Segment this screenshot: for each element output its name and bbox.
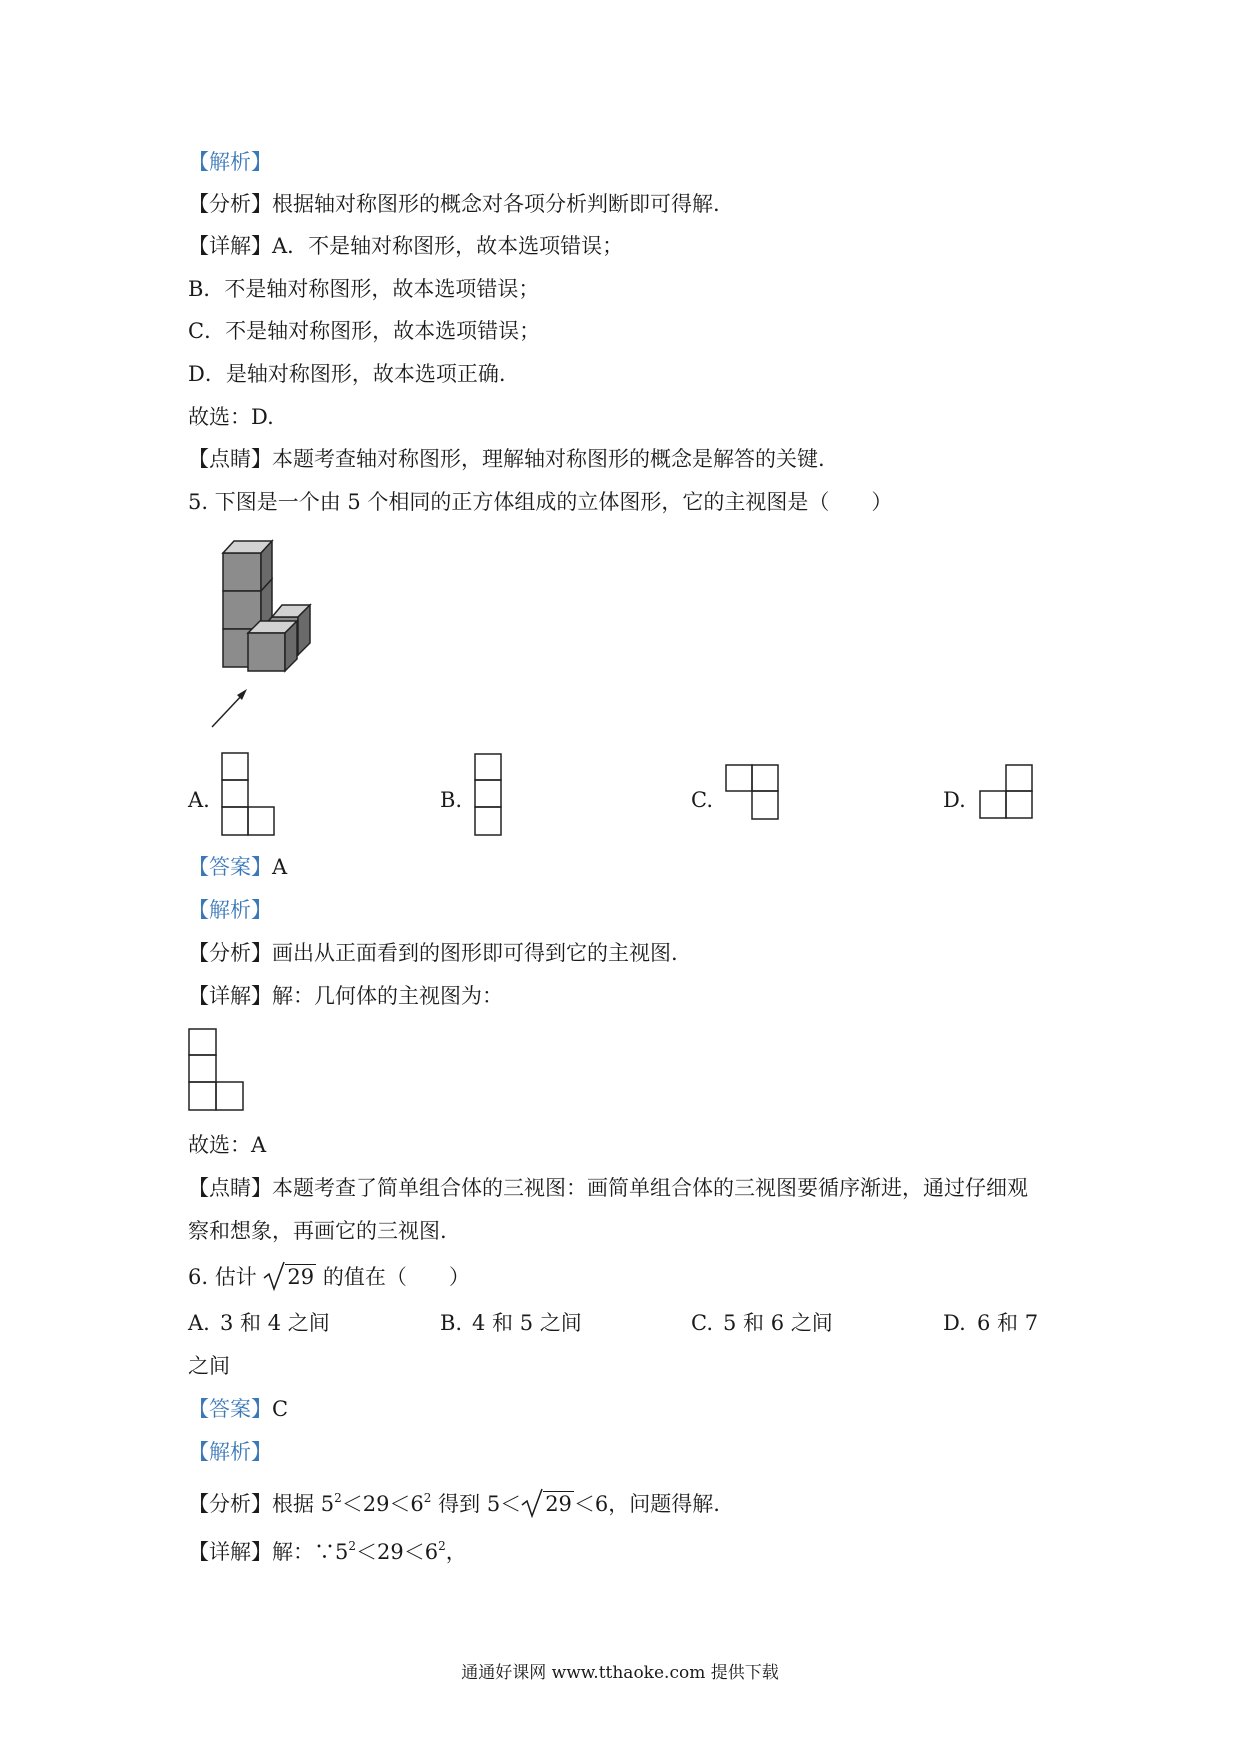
remark-line: 【点睛】本题考查轴对称图形，理解轴对称图形的概念是解答的关键. [188,447,825,471]
option-a-figure[interactable] [221,752,281,838]
q6-analysis-label: 【解析】 [188,1440,272,1464]
option-b-label[interactable]: B. [440,788,463,812]
question-5-stem: 5. 下图是一个由 5 个相同的正方体组成的立体图形，它的主视图是（ ） [188,490,893,514]
q6-option-d-label[interactable]: D. [943,1311,966,1335]
q5-answer-line: 【答案】A [188,855,288,879]
q6-option-a-label[interactable]: A. [188,1311,210,1335]
detail-line-d: D．是轴对称图形，故本选项正确. [188,362,506,386]
q5-guxuan-line: 故选：A [188,1133,267,1157]
q5-analysis-label: 【解析】 [188,898,272,922]
analysis-line: 【分析】根据轴对称图形的概念对各项分析判断即可得解. [188,192,720,216]
cube-structure-figure [200,535,330,735]
q6-xiangjie-line: 【详解】解：$\because 5^2<29<6^2$， [188,1539,467,1564]
q6-option-d-text[interactable]: 6 和 7 [977,1311,1039,1335]
page-footer: 通通好课网 www.tthaoke.com 提供下载 [461,1663,779,1683]
option-c-figure[interactable] [724,763,784,823]
q5-dianjing-line-1: 【点睛】本题考查了简单组合体的三视图：画简单组合体的三视图要循序渐进，通过仔细观 [188,1176,1028,1200]
detail-line-c: C．不是轴对称图形，故本选项错误； [188,319,541,343]
option-c-label[interactable]: C. [691,788,713,812]
front-view-figure [188,1027,248,1113]
q6-option-b-text[interactable]: 4 和 5 之间 [472,1311,582,1335]
detail-line-b: B．不是轴对称图形，故本选项错误； [188,277,540,301]
q5-fenxi-line: 【分析】画出从正面看到的图形即可得到它的主视图. [188,941,678,965]
sqrt-29-inline: 29 [521,1490,574,1518]
option-d-label[interactable]: D. [943,788,966,812]
sqrt-29: 29 [263,1263,316,1291]
option-d-figure[interactable] [978,763,1038,823]
q6-option-d-wrap: 之间 [188,1354,230,1378]
q6-option-a-text[interactable]: 3 和 4 之间 [220,1311,330,1335]
option-b-figure[interactable] [473,752,505,838]
q6-option-c-text[interactable]: 5 和 6 之间 [723,1311,833,1335]
q5-dianjing-line-2: 察和想象，再画它的三视图. [188,1219,447,1243]
detail-line: 【详解】A．不是轴对称图形，故本选项错误； [188,234,624,258]
q6-answer-line: 【答案】C [188,1397,289,1421]
section-label-jiexi: 【解析】 [188,150,272,174]
option-a-label[interactable]: A. [188,788,210,812]
q6-fenxi-line: 【分析】根据 $5^2<29<6^2$ 得到 5＜ 29＜6，问题得解. [188,1491,720,1516]
question-6-stem: 6. 估计 29 的值在（ ） [188,1263,470,1291]
q5-xiangjie-line: 【详解】解：几何体的主视图为： [188,984,503,1008]
q6-option-c-label[interactable]: C. [691,1311,713,1335]
q6-option-b-label[interactable]: B. [440,1311,463,1335]
choice-line: 故选：D. [188,405,274,429]
